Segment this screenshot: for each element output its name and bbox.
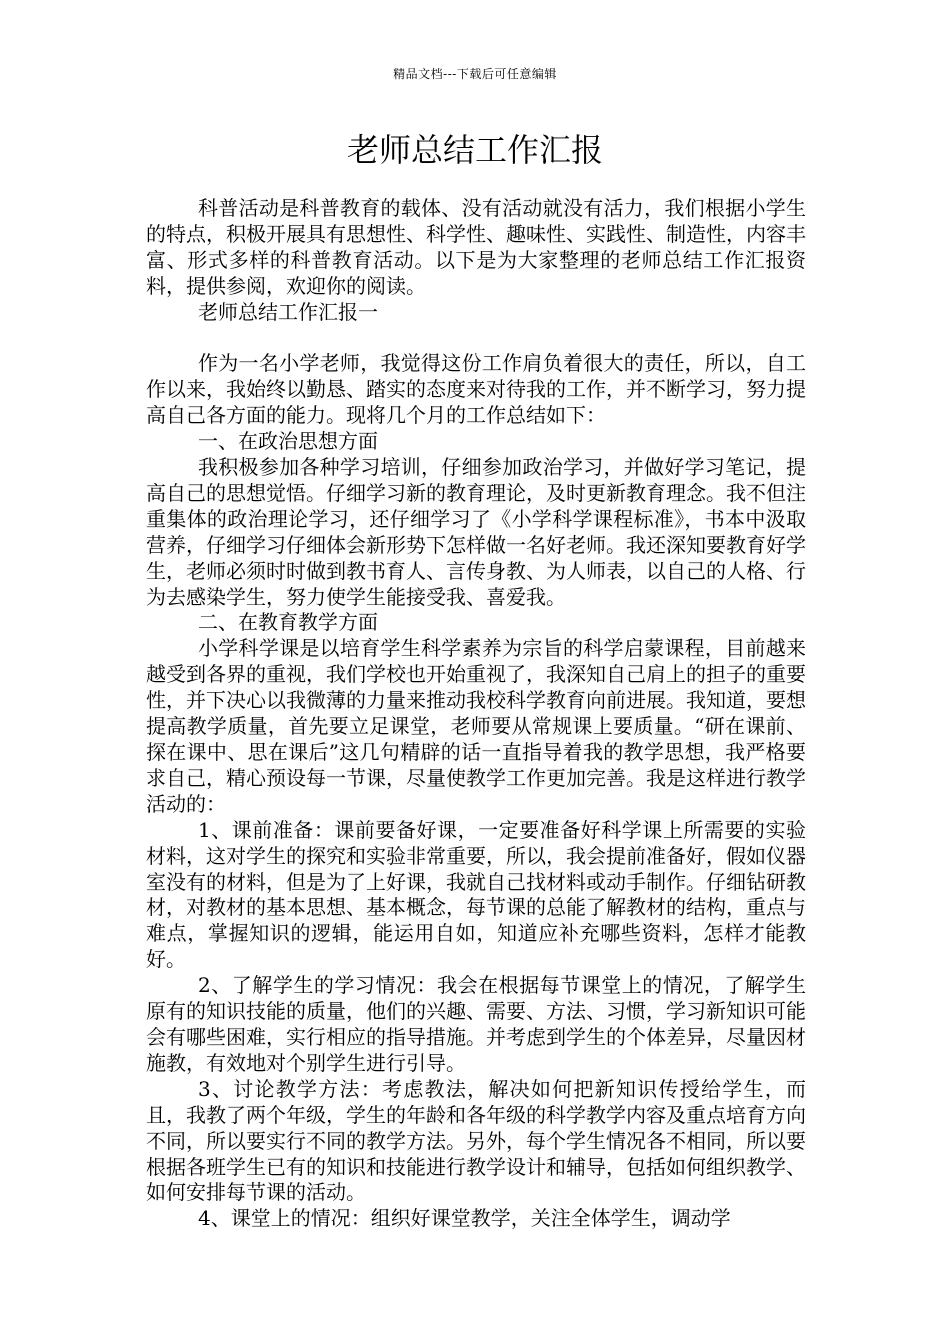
paragraph-item-2: 2、了解学生的学习情况：我会在根据每节课堂上的情况，了解学生原有的知识技能的质量，他们的兴趣、需要、方法、习惯，学习新知识可能会有哪些困难，实行相应的指导措施。并考虑到学生的个体差异，尽量因材施教，有效地对个别学生进行引导。 xyxy=(146,973,806,1075)
paragraph-opening: 作为一名小学老师，我觉得这份工作肩负着很大的责任，所以，自工作以来，我始终以勤恳、踏实的态度来对待我的工作，并不断学习，努力提高自己各方面的能力。现将几个月的工作总结如下： xyxy=(146,351,806,428)
paragraph-political: 我积极参加各种学习培训，仔细参加政治学习，并做好学习笔记，提高自己的思想觉悟。仔细学习新的教育理论，及时更新教育理念。我不但注重集体的政治理论学习，还仔细学习了《小学科学课程标准》，书本中汲取营养，仔细学习仔细体会新形势下怎样做一名好老师。我还深知要教育好学生，老师必须时时做到教书育人、言传身教、为人师表，以自己的人格、行为去感染学生，努力使学生能接受我、喜爱我。 xyxy=(146,455,806,609)
paragraph-item-3: 3、讨论教学方法：考虑教法，解决如何把新知识传授给学生，而且，我教了两个年级，学生的年龄和各年级的科学教学内容及重点培育方向不同，所以要实行不同的教学方法。另外，每个学生情况各不相同，所以要根据各班学生已有的知识和技能进行教学设计和辅导，包括如何组织教学、如何安排每节课的活动。 xyxy=(146,1076,806,1205)
paragraph-intro: 科普活动是科普教育的载体、没有活动就没有活力，我们根据小学生的特点，积极开展具有思想性、科学性、趣味性、实践性、制造性，内容丰富、形式多样的科普教育活动。以下是为大家整理的老师总结工作汇报资料，提供参阅，欢迎你的阅读。 xyxy=(146,196,806,298)
section-heading-report-one: 老师总结工作汇报一 xyxy=(198,299,378,324)
blank-line xyxy=(146,326,806,352)
paragraph-item-1: 1、课前准备：课前要备好课，一定要准备好科学课上所需要的实验材料，这对学生的探究和实验非常重要，所以，我会提前准备好，假如仪器室没有的材料，但是为了上好课，我就自己找材料或动手制作。仔细钻研教材，对教材的基本思想、基本概念，每节课的总能了解教材的结构，重点与难点，掌握知识的逻辑，能运用自如，知道应补充哪些资料，怎样才能教好。 xyxy=(146,817,806,972)
paragraph-teaching: 小学科学课是以培育学生科学素养为宗旨的科学启蒙课程，目前越来越受到各界的重视，我们学校也开始重视了，我深知自己肩上的担子的重要性，并下决心以我微薄的力量来推动我校科学教育向前进展。我知道，要想提高教学质量，首先要立足课堂，老师要从常规课上要质量。“研在课前、探在课中、思在课后”这几句精辟的话一直指导着我的教学思想，我严格要求自己，精心预设每一节课，尽量使教学工作更加完善。我是这样进行教学活动的： xyxy=(146,636,806,816)
section-heading-political: 一、在政治思想方面 xyxy=(198,429,378,454)
document-body xyxy=(146,196,806,1232)
section-heading-teaching: 二、在教育教学方面 xyxy=(198,610,378,635)
document-title: 老师总结工作汇报 xyxy=(346,131,603,169)
header-note: 精品文档---下载后可任意编辑 xyxy=(393,67,557,81)
paragraph-item-4: 4、课堂上的情况：组织好课堂教学，关注全体学生，调动学 xyxy=(198,1206,731,1231)
